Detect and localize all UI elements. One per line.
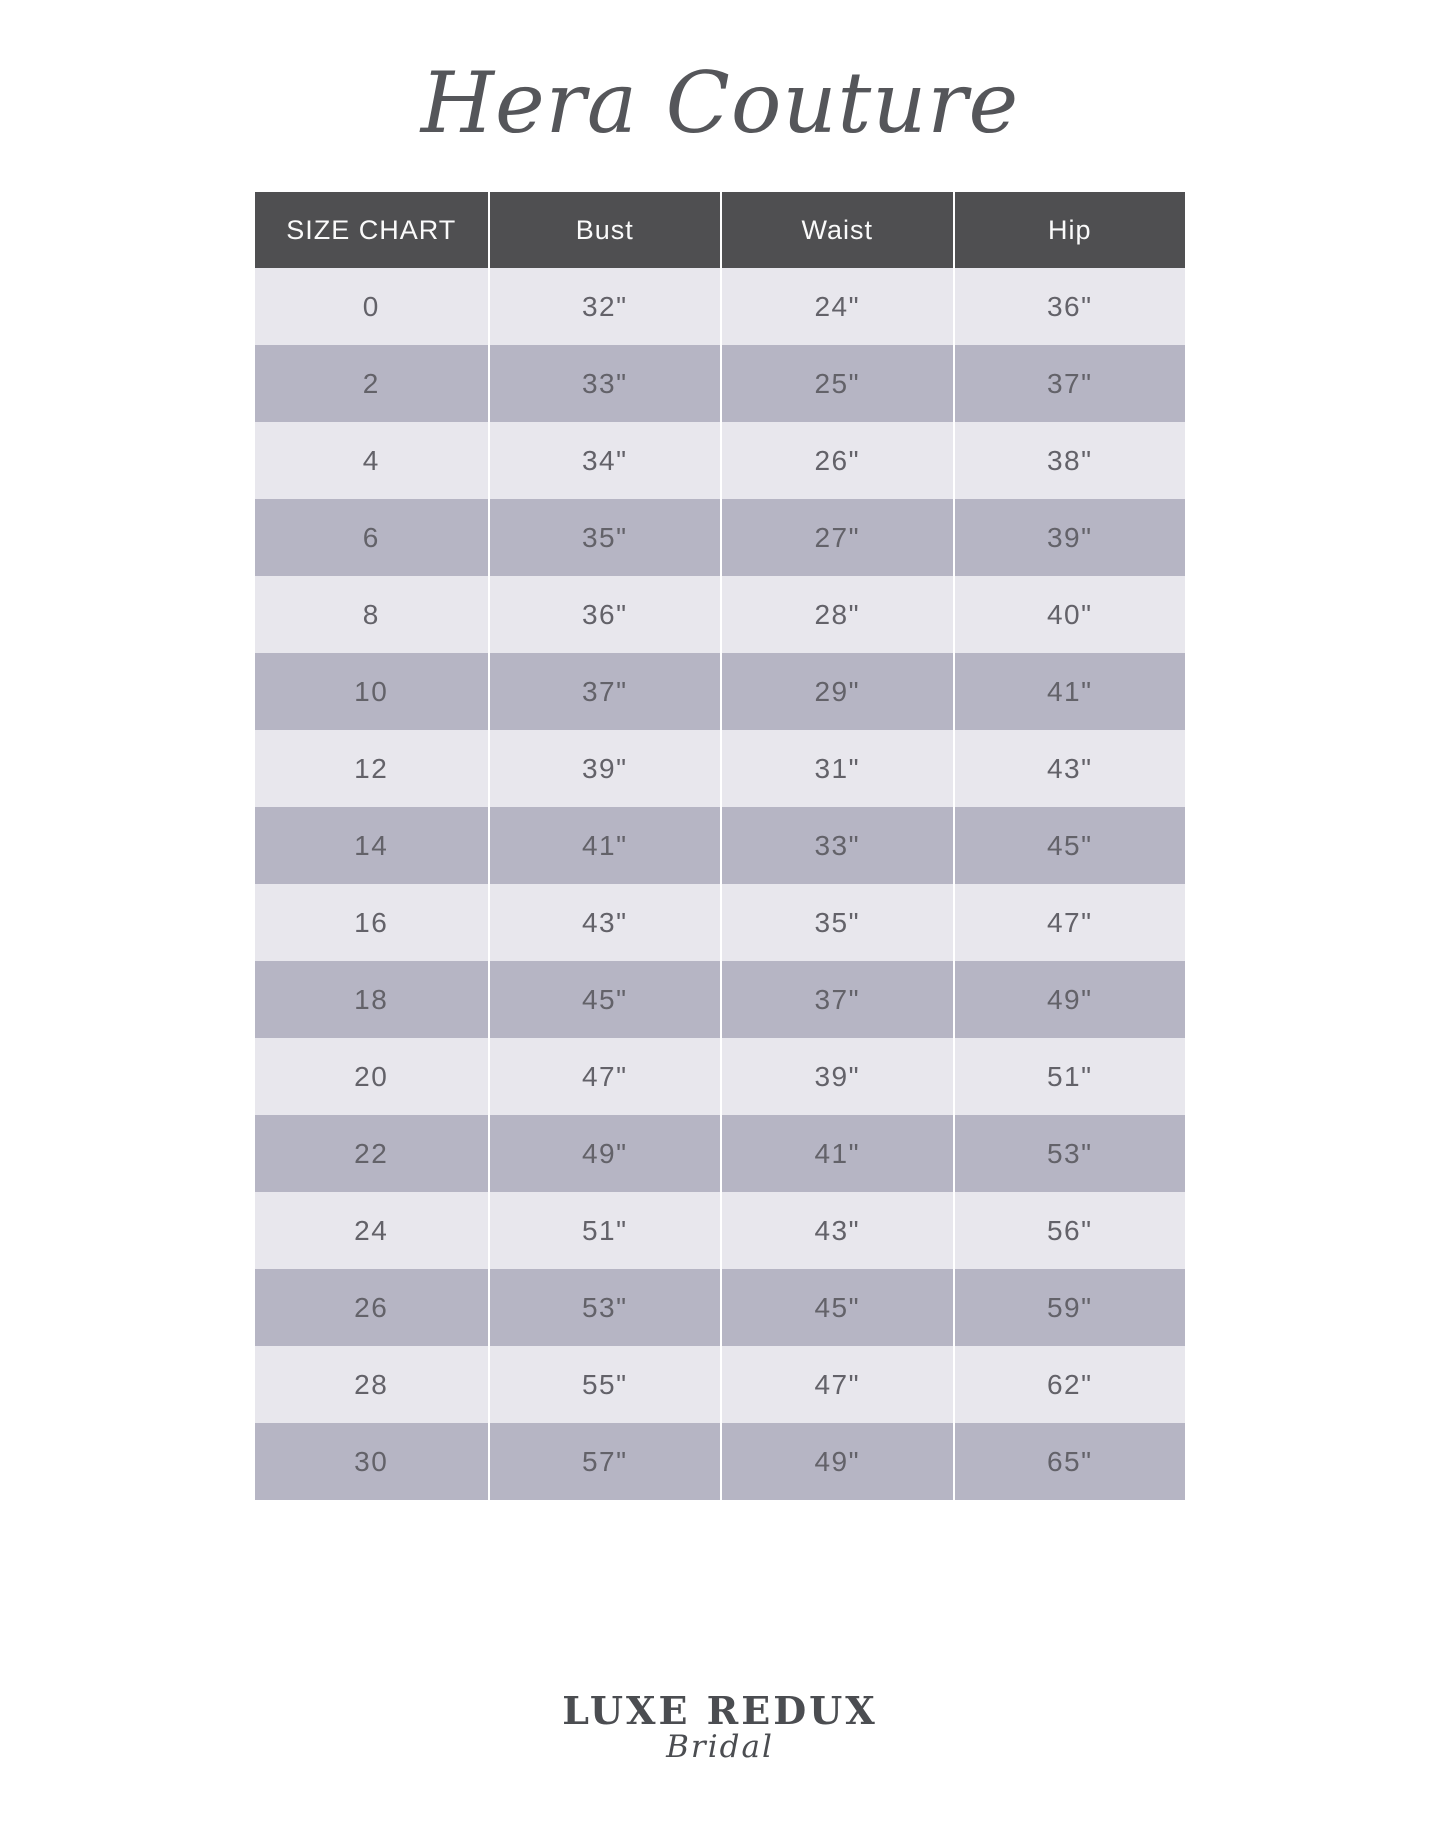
cell-waist: 35": [720, 884, 953, 961]
table-row: [255, 1346, 1185, 1423]
table-row: [255, 1192, 1185, 1269]
table-row: [255, 730, 1185, 807]
cell-size: 26: [354, 1291, 389, 1323]
cell-hip: 49": [953, 961, 1186, 1038]
cell-hip: 45": [953, 807, 1186, 884]
cell-size: 16: [354, 906, 389, 938]
header-cell-hip: Hip: [953, 192, 1186, 268]
cell-size: 0: [362, 290, 380, 322]
cell-size: 18: [354, 983, 389, 1015]
cell-size: 14: [354, 829, 389, 861]
cell-waist: 24": [720, 268, 953, 345]
cell-waist: 25": [720, 345, 953, 422]
cell-size: 30: [354, 1445, 389, 1477]
size-chart-page: [0, 28, 1440, 1828]
cell-size: 28: [354, 1368, 389, 1400]
cell-hip: 41": [953, 653, 1186, 730]
cell-bust: 43": [488, 884, 721, 961]
table-row: [255, 576, 1185, 653]
table-row: [255, 1423, 1185, 1500]
cell-size: 24: [354, 1214, 389, 1246]
table-row: [255, 807, 1185, 884]
cell-bust: 35": [488, 499, 721, 576]
cell-hip: 37": [953, 345, 1186, 422]
cell-bust: 45": [488, 961, 721, 1038]
cell-hip: 38": [953, 422, 1186, 499]
cell-bust: 55": [488, 1346, 721, 1423]
table-row: [255, 653, 1185, 730]
table-row: [255, 1115, 1185, 1192]
cell-hip: 53": [953, 1115, 1186, 1192]
cell-waist: 49": [720, 1423, 953, 1500]
cell-waist: 27": [720, 499, 953, 576]
cell-waist: 26": [720, 422, 953, 499]
cell-waist: 47": [720, 1346, 953, 1423]
cell-waist: 31": [720, 730, 953, 807]
table-row: [255, 884, 1185, 961]
size-chart-table: [255, 192, 1185, 1500]
cell-bust: 53": [488, 1269, 721, 1346]
cell-hip: 47": [953, 884, 1186, 961]
cell-bust: 33": [488, 345, 721, 422]
cell-hip: 39": [953, 499, 1186, 576]
cell-size: 20: [354, 1060, 389, 1092]
table-row: [255, 422, 1185, 499]
table-row: [255, 499, 1185, 576]
cell-bust: 36": [488, 576, 721, 653]
cell-size: 2: [362, 367, 380, 399]
footer-logo: [0, 1688, 1440, 1765]
table-row: [255, 961, 1185, 1038]
table-body: [255, 268, 1185, 1500]
cell-bust: 39": [488, 730, 721, 807]
cell-bust: 41": [488, 807, 721, 884]
cell-bust: 49": [488, 1115, 721, 1192]
cell-hip: 65": [953, 1423, 1186, 1500]
cell-waist: 45": [720, 1269, 953, 1346]
cell-waist: 39": [720, 1038, 953, 1115]
cell-hip: 59": [953, 1269, 1186, 1346]
cell-waist: 41": [720, 1115, 953, 1192]
brand-title: Hera Couture: [420, 54, 1020, 152]
cell-size: 22: [354, 1137, 389, 1169]
cell-bust: 37": [488, 653, 721, 730]
cell-waist: 43": [720, 1192, 953, 1269]
cell-hip: 51": [953, 1038, 1186, 1115]
cell-waist: 29": [720, 653, 953, 730]
header-cell-bust: Bust: [488, 192, 721, 268]
cell-hip: 36": [953, 268, 1186, 345]
cell-size: 10: [354, 675, 389, 707]
table-row: [255, 1269, 1185, 1346]
footer-logo-script: Bridal: [666, 1729, 774, 1765]
table-header-row: [255, 192, 1185, 268]
cell-hip: 40": [953, 576, 1186, 653]
cell-hip: 43": [953, 730, 1186, 807]
footer-logo-wordmark: LUXE REDUX: [562, 1688, 878, 1733]
cell-waist: 33": [720, 807, 953, 884]
cell-waist: 28": [720, 576, 953, 653]
cell-bust: 47": [488, 1038, 721, 1115]
cell-bust: 57": [488, 1423, 721, 1500]
cell-bust: 51": [488, 1192, 721, 1269]
cell-size: 12: [354, 752, 389, 784]
cell-size: 6: [362, 521, 380, 553]
cell-hip: 62": [953, 1346, 1186, 1423]
cell-hip: 56": [953, 1192, 1186, 1269]
cell-bust: 32": [488, 268, 721, 345]
table-row: [255, 345, 1185, 422]
cell-size: 8: [362, 598, 380, 630]
header-cell-size-chart: SIZE CHART: [286, 214, 457, 245]
cell-size: 4: [362, 444, 380, 476]
cell-bust: 34": [488, 422, 721, 499]
cell-waist: 37": [720, 961, 953, 1038]
header-cell-waist: Waist: [720, 192, 953, 268]
table-row: [255, 268, 1185, 345]
table-row: [255, 1038, 1185, 1115]
